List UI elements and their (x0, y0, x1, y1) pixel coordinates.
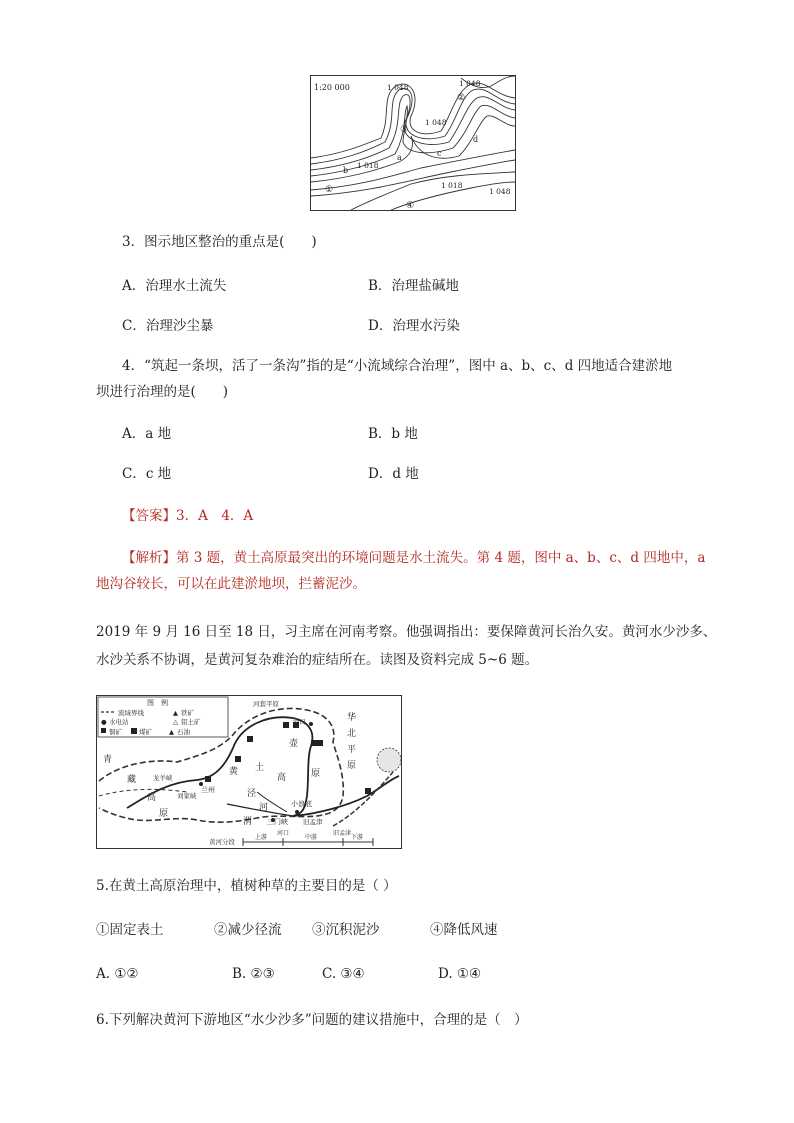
copper-ore-icon (101, 728, 106, 733)
place-hetao-plain: 河套平原 (253, 700, 279, 708)
q4-option-a: A．a 地 (122, 426, 172, 442)
q5-item-3: ③沉积泥沙 (312, 922, 380, 938)
contour-label: 1 018 (357, 161, 379, 170)
segment-lower: 下游 (351, 834, 364, 841)
q3-option-a: A．治理水土流失 (122, 278, 227, 294)
q5-option-b: B. ②③ (232, 966, 275, 982)
legend-basin-boundary: 流域界线 (118, 709, 144, 717)
q3-option-b: B．治理盐碱地 (368, 278, 459, 294)
marker-1: ① (325, 185, 334, 195)
place-yuan-3: 原 (347, 761, 357, 771)
q3-option-d: D．治理水污染 (368, 318, 460, 334)
legend-bauxite: 铝土矿 (181, 718, 201, 726)
place-tu: 土 (255, 763, 265, 773)
place-zang: 藏 (127, 775, 137, 785)
contour-map-figure (310, 75, 516, 211)
contour-map-svg (311, 76, 515, 210)
place-yuan-1: 原 (159, 809, 169, 819)
marker-4: ④ (406, 201, 415, 210)
segment-middle: 中游 (305, 834, 318, 841)
segment-jiumengjin: 旧孟津 (333, 830, 352, 837)
legend-hydropower: 水电站 (109, 718, 129, 726)
q5-item-2: ②减少径流 (214, 922, 282, 938)
q3-option-c: C．治理沙尘暴 (122, 318, 214, 334)
legend-coal: 煤矿 (139, 728, 152, 736)
marker-3: ③ (400, 125, 409, 135)
answer-block (122, 506, 253, 526)
bauxite-icon: △ (173, 718, 178, 726)
legend-title: 图 例 (147, 699, 168, 707)
contour-label: 1 048 (425, 118, 447, 127)
answer-tag: 【答案】 (122, 508, 176, 524)
analysis-line2: 地沟谷较长，可以在此建淤地坝，拦蓄泥沙。 (96, 576, 366, 592)
place-lanzhou: 兰州 (201, 786, 215, 794)
point-d: d (473, 135, 479, 144)
point-c: c (437, 149, 442, 158)
q4-option-d: D．d 地 (368, 466, 419, 482)
place-wei: 渭 (243, 817, 253, 827)
contour-label: 1 048 (489, 187, 511, 196)
question-4-stem-line2: 坝进行治理的是( ) (96, 384, 229, 400)
q5-option-a: A. ①② (96, 966, 139, 982)
place-he: 河 (259, 803, 269, 813)
analysis-tag: 【解析】 (122, 550, 176, 566)
yellow-river-map-svg (97, 696, 401, 848)
answer-text: 3．A 4．A (176, 508, 254, 524)
point-a: a (397, 153, 402, 162)
contour-label: 1 048 (387, 83, 409, 92)
place-hu: 壶 (289, 739, 299, 749)
q5-item-4: ④降低风速 (430, 922, 498, 938)
hydropower-icon: ● (101, 718, 107, 726)
place-bei: 北 (347, 729, 357, 739)
place-hekou: 河口 (293, 718, 306, 726)
place-qing: 青 (103, 755, 113, 765)
iron-ore-icon: ▲ (173, 709, 178, 717)
place-sanmenxia: 三门峡 (267, 818, 288, 826)
place-xiaolangdi: 小浪底 (291, 800, 312, 808)
segment-upper: 上游 (255, 834, 268, 841)
place-longyangxia: 龙羊峡 (153, 774, 173, 782)
question-5-stem: 5.在黄土高原治理中，植树种草的主要目的是（ ） (96, 878, 397, 894)
analysis-line1 (122, 548, 705, 568)
place-liujiaxia: 刘家峡 (177, 792, 197, 800)
analysis-text-1: 第 3 题，黄土高原最突出的环境问题是水土流失。第 4 题，图中 a、b、c、d 四地中，a (176, 550, 706, 566)
contour-label: 1 018 (441, 181, 463, 190)
legend-copper-ore: 铜矿 (109, 728, 122, 736)
yellow-river-map-figure (96, 695, 402, 849)
question-6-stem: 6.下列解决黄河下游地区“水少沙多”问题的建议措施中，合理的是（ ） (96, 1012, 528, 1028)
oil-icon: ▲ (169, 728, 174, 736)
place-jiumengjin: 旧孟津 (303, 818, 323, 826)
marker-2: ② (457, 93, 466, 103)
q4-option-b: B．b 地 (368, 426, 418, 442)
intro-line1: 2019 年 9 月 16 日至 18 日，习主席在河南考察。他强调指出：要保障黄河长治久安。黄河水少沙多、 (96, 624, 717, 640)
q5-option-d: D. ①④ (438, 966, 482, 982)
place-gao-1: 高 (147, 793, 157, 803)
place-ping: 平 (347, 745, 357, 755)
coal-icon (131, 728, 137, 734)
place-huang: 黄 (229, 767, 239, 777)
contour-label: 1 048 (459, 79, 481, 88)
point-b: b (343, 166, 349, 175)
legend-iron-ore: 铁矿 (181, 709, 194, 717)
place-yuan-2: 原 (311, 769, 321, 779)
place-jing: 泾 (247, 789, 257, 799)
q5-option-c: C. ③④ (322, 966, 365, 982)
q5-item-1: ①固定表土 (96, 922, 164, 938)
question-4-stem-line1: 4．“筑起一条坝，活了一条沟”指的是“小流域综合治理”，图中 a、b、c、d 四地适合建淤地 (122, 358, 673, 374)
question-3-stem: 3．图示地区整治的重点是( ) (122, 234, 317, 250)
segment-bar-title: 黄河分段 (209, 838, 235, 846)
q4-option-c: C．c 地 (122, 466, 172, 482)
intro-line2: 水沙关系不协调，是黄河复杂难治的症结所在。读图及资料完成 5~6 题。 (96, 652, 539, 668)
map-scale-label: 1:20 000 (314, 83, 350, 92)
place-gao-2: 高 (277, 773, 287, 783)
legend-oil: 石油 (177, 728, 190, 736)
place-hua: 华 (347, 713, 357, 723)
segment-hekou: 河口 (277, 830, 290, 837)
